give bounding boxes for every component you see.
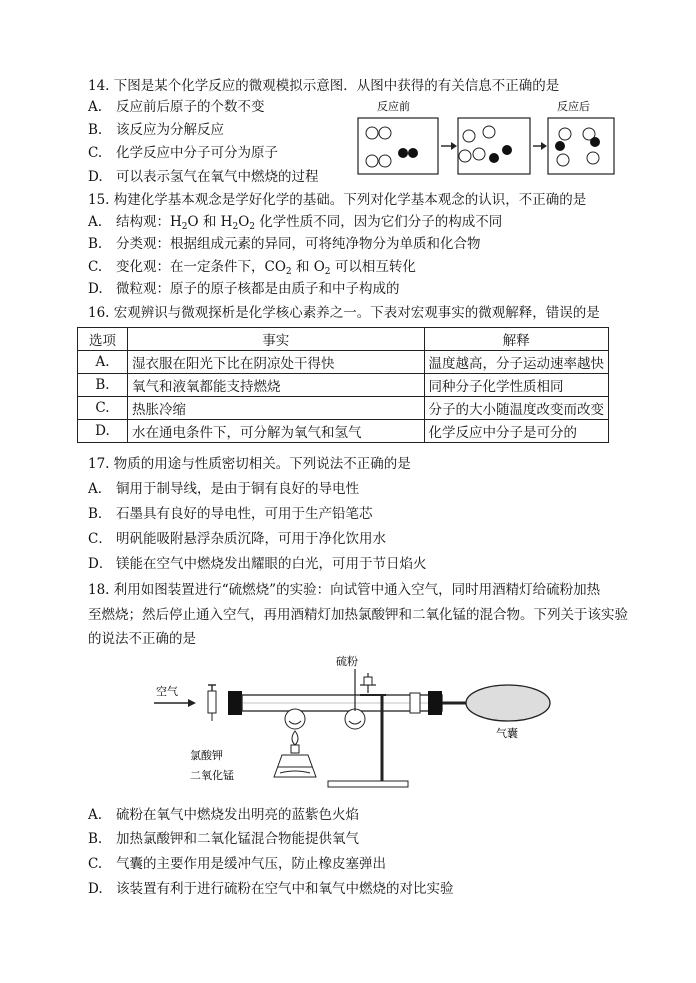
table-row[interactable] [78, 397, 609, 420]
q18-option-a[interactable] [88, 806, 359, 824]
heating-bulb-right [345, 709, 365, 729]
q18-stem-line-3: 的说法不正确的是 [88, 631, 196, 647]
q15-option-c[interactable] [88, 258, 416, 276]
gas-bag [466, 685, 550, 721]
facts-table [77, 327, 609, 443]
option-label: C． [88, 531, 112, 547]
q18-stem-line-1: 18. 利用如图装置进行“硫燃烧”的实验：向试管中通入空气，同时用酒精灯给硫粉加热 [88, 582, 601, 598]
rubber-stopper-right [428, 691, 442, 715]
q17-option-b[interactable] [88, 505, 373, 523]
arrow-right-icon [188, 699, 196, 707]
option-text: 可以表示氢气在氧气中燃烧的过程 [116, 169, 319, 185]
option-label: A. [88, 214, 103, 230]
table-cell: 分子的大小随温度改变而改变 [424, 397, 609, 420]
option-text: 分类观：根据组成元素的异同，可将纯净物分为单质和化合物 [116, 236, 481, 252]
q14-option-c[interactable] [88, 144, 278, 162]
option-text: 铜用于制导线，是由于铜有良好的导电性 [116, 481, 359, 497]
option-text: 微粒观：原子的原子核都是由质子和中子构成的 [116, 281, 400, 297]
table-cell: B. [78, 374, 128, 397]
table-cell: 温度越高，分子运动速率越快 [424, 351, 609, 374]
table-row[interactable] [78, 374, 609, 397]
table-cell: 同种分子化学性质相同 [424, 374, 609, 397]
table-cell: 氧气和液氧都能支持燃烧 [127, 374, 424, 397]
table-header-row [78, 328, 609, 351]
option-text: 反应前后原子的个数不变 [116, 99, 265, 115]
q14-option-d[interactable] [88, 168, 319, 186]
option-label: B. [88, 236, 103, 252]
white-atom [463, 130, 475, 142]
white-atom [379, 127, 391, 139]
option-text: 变化观：在一定条件下，$CO_2$ 和 $O_2$ 可以相互转化 [116, 259, 416, 277]
black-atom [489, 153, 499, 163]
option-label: B. [88, 122, 103, 138]
q18-option-c[interactable] [88, 855, 386, 873]
option-text: 化学反应中分子可分为原子 [116, 145, 278, 161]
rubber-stopper-left [228, 691, 242, 715]
black-atom [502, 145, 512, 155]
white-atom [366, 155, 378, 167]
arrow-right-icon [451, 142, 457, 150]
q14-option-b[interactable] [88, 121, 224, 139]
heating-bulb-left [285, 709, 305, 729]
table-header: 选项 [78, 328, 128, 351]
option-text: 明矾能吸附悬浮杂质沉降，可用于净化饮用水 [116, 531, 386, 547]
option-label: A. [88, 99, 103, 115]
option-text: 气囊的主要作用是缓冲气压，防止橡皮塞弹出 [116, 856, 386, 872]
q17-option-a[interactable] [88, 480, 359, 498]
q17-option-c[interactable] [88, 530, 386, 548]
table-row[interactable] [78, 420, 609, 443]
black-atom [408, 148, 418, 158]
iron-stand-base [328, 781, 408, 787]
flame [292, 731, 298, 745]
arrow-right-icon [541, 142, 547, 150]
white-atom [559, 128, 571, 140]
table-cell: 水在通电条件下，可分解为氧气和氢气 [127, 420, 424, 443]
q15-option-d[interactable] [88, 280, 400, 298]
table-cell: D. [78, 420, 128, 443]
mno2-label: 二氧化锰 [190, 769, 234, 782]
option-label: D. [88, 169, 103, 185]
q15-option-b[interactable] [88, 235, 481, 253]
white-atom [483, 126, 495, 138]
q17-stem: 17. 物质的用途与性质密切相关。下列说法不正确的是 [88, 456, 411, 472]
table-cell: 化学反应中分子是可分的 [424, 420, 609, 443]
reaction-diagram [357, 98, 617, 178]
before-label: 反应前 [377, 100, 410, 113]
white-atom [459, 150, 471, 162]
q17-option-d[interactable] [88, 555, 427, 573]
table-header: 事实 [127, 328, 424, 351]
apparatus-diagram [150, 655, 570, 805]
sulfur-label: 硫粉 [336, 655, 358, 668]
black-atom [555, 141, 565, 151]
table-cell: 湿衣服在阳光下比在阴凉处干得快 [127, 351, 424, 374]
option-label: D. [88, 881, 103, 897]
q16-stem: 16. 宏观辨识与微观探析是化学核心素养之一。下表对宏观事实的微观解释，错误的是 [88, 305, 600, 321]
table-cell: A. [78, 351, 128, 374]
middle-box [458, 118, 530, 174]
kclo3-label: 氯酸钾 [190, 749, 223, 762]
option-label: B. [88, 831, 103, 847]
option-text: 石墨具有良好的导电性，可用于生产铅笔芯 [116, 506, 373, 522]
q14-stem: 14. 下图是某个化学反应的微观模拟示意图．从图中获得的有关信息不正确的是 [88, 78, 560, 94]
q18-stem-line-2: 至燃烧；然后停止通入空气，再用酒精灯加热氯酸钾和二氧化锰的混合物。下列关于该实验 [88, 607, 628, 623]
gas-bag-label: 气囊 [496, 727, 518, 740]
table-header: 解释 [424, 328, 609, 351]
table-cell: C. [78, 397, 128, 420]
tube-clamp [410, 693, 420, 713]
option-text: 结构观：$H_2O$ 和 $H_2O_2$ 化学性质不同，因为它们分子的构成不同 [116, 214, 503, 232]
q15-stem: 15. 构建化学基本观念是学好化学的基础。下列对化学基本观念的认识，不正确的是 [88, 192, 587, 208]
white-atom [587, 152, 599, 164]
option-label: C. [88, 145, 103, 161]
white-atom [379, 155, 391, 167]
option-label: C. [88, 259, 103, 275]
alcohol-lamp [274, 755, 316, 777]
black-atom [398, 148, 408, 158]
option-text: 镁能在空气中燃烧发出耀眼的白光，可用于节日焰火 [116, 556, 427, 572]
after-label: 反应后 [557, 100, 590, 113]
option-label: C. [88, 856, 103, 872]
option-text: 加热氯酸钾和二氧化锰混合物能提供氧气 [116, 831, 359, 847]
option-label: B． [88, 506, 112, 522]
option-label: A． [88, 481, 112, 497]
white-atom [557, 154, 569, 166]
white-atom [366, 127, 378, 139]
option-label: D． [88, 556, 113, 572]
inlet-valve [208, 691, 216, 713]
q18-option-b[interactable] [88, 830, 359, 848]
q15-option-a[interactable] [88, 213, 502, 231]
table-row[interactable] [78, 351, 609, 374]
option-label: D. [88, 281, 103, 297]
option-text: 该装置有利于进行硫粉在空气中和氧气中燃烧的对比实验 [116, 881, 454, 897]
white-atom [473, 148, 485, 160]
table-cell: 热胀冷缩 [127, 397, 424, 420]
option-label: A. [88, 807, 103, 823]
option-text: 硫粉在氧气中燃烧发出明亮的蓝紫色火焰 [116, 807, 359, 823]
air-label: 空气 [156, 685, 178, 698]
black-atom [590, 137, 600, 147]
q14-option-a[interactable] [88, 98, 265, 116]
q18-option-d[interactable] [88, 880, 454, 898]
option-text: 该反应为分解反应 [116, 122, 224, 138]
